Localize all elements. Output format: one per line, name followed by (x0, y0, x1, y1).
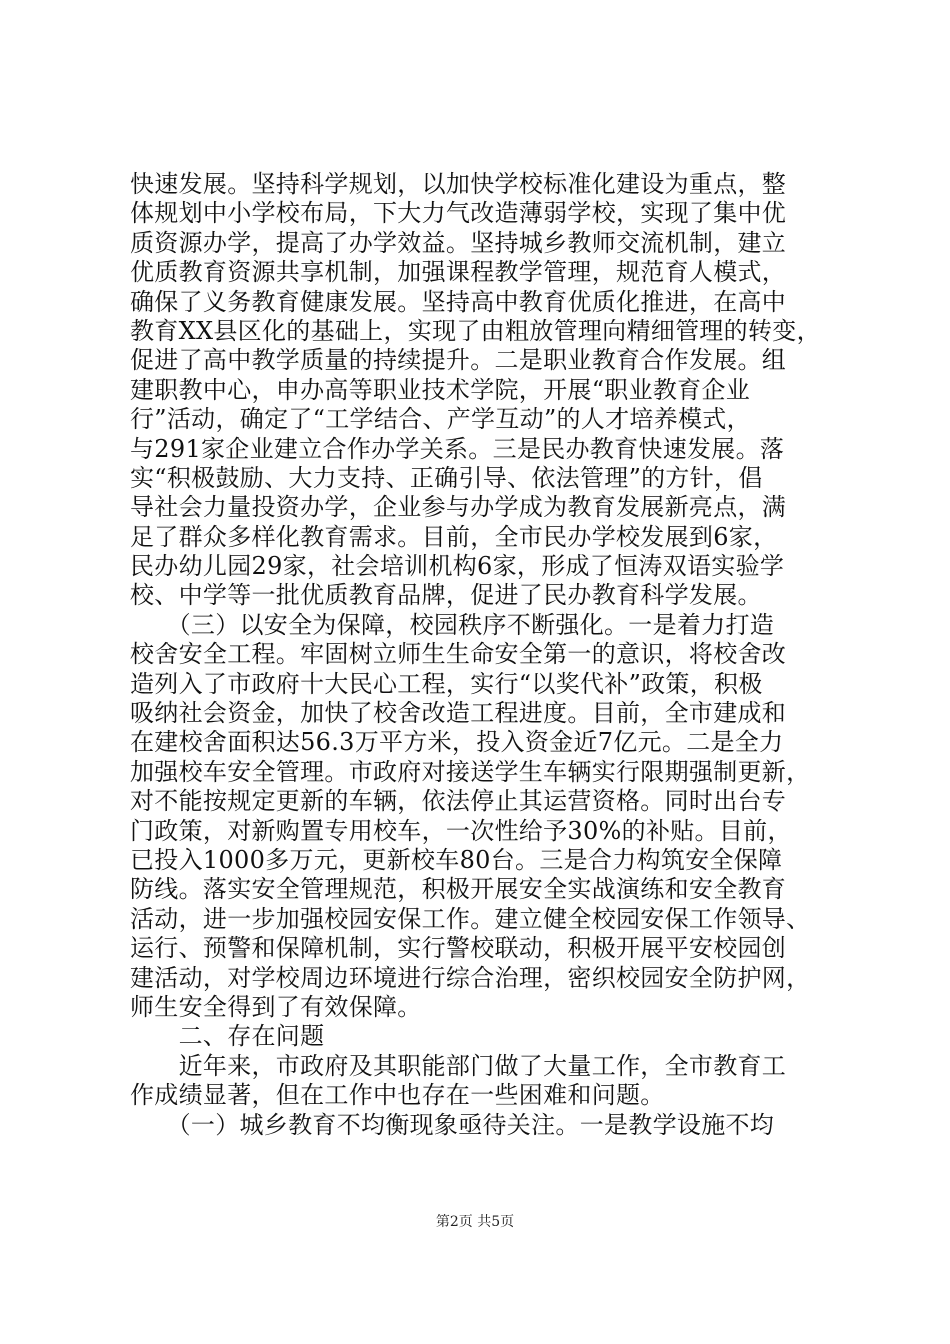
text-line: 造列入了市政府十大民心工程，实行“以奖代补”政策，积极 (130, 669, 763, 698)
text-line: （一）城乡教育不均衡现象亟待关注。一是教学设施不均 (130, 1110, 775, 1139)
text-line: 建职教中心，申办高等职业技术学院，开展“职业教育企业 (130, 375, 751, 404)
text-line: 教育XX县区化的基础上，实现了由粗放管理向精细管理的转变， (130, 316, 821, 345)
text-line: 校、中学等一批优质教育品牌，促进了民办教育科学发展。 (130, 581, 762, 610)
text-line: 质资源办学，提高了办学效益。坚持城乡教师交流机制，建立 (130, 228, 787, 257)
text-line: 民办幼儿园29家，社会培训机构6家，形成了恒涛双语实验学 (130, 552, 785, 581)
text-line: 吸纳社会资金，加快了校舍改造工程进度。目前，全市建成和 (130, 699, 787, 728)
text-line: 二、存在问题 (130, 1022, 325, 1051)
text-line: 加强校车安全管理。市政府对接送学生车辆实行限期强制更新， (130, 757, 811, 786)
text-line: 活动，进一步加强校园安保工作。建立健全校园安保工作领导、 (130, 904, 811, 933)
text-line: 快速发展。坚持科学规划，以加快学校标准化建设为重点，整 (130, 170, 787, 198)
text-line: 师生安全得到了有效保障。 (130, 992, 422, 1021)
text-line: 确保了义务教育健康发展。坚持高中教育优质化推进，在高中 (130, 287, 787, 316)
text-line: 优质教育资源共享机制，加强课程教学管理，规范育人模式， (130, 258, 787, 287)
text-line: 行”活动，确定了“工学结合、产学互动”的人才培养模式， (130, 405, 751, 434)
text-line: 运行、预警和保障机制，实行警校联动，积极开展平安校园创 (130, 934, 787, 963)
page-footer: 第2页 共5页 (435, 1214, 515, 1230)
text-line: 导社会力量投资办学，企业参与办学成为教育发展新亮点，满 (130, 493, 787, 522)
text-line: 校舍安全工程。牢固树立师生生命安全第一的意识，将校舍改 (130, 640, 787, 669)
text-line: 防线。落实安全管理规范，积极开展安全实战演练和安全教育 (130, 875, 787, 904)
text-line: 近年来，市政府及其职能部门做了大量工作，全市教育工 (130, 1051, 787, 1080)
text-line: 在建校舍面积达56.3万平方米，投入资金近7亿元。二是全力 (130, 728, 784, 757)
text-line: 实“积极鼓励、大力支持、正确引导、依法管理”的方针，倡 (130, 463, 763, 492)
text-line: 已投入1000多万元，更新校车80台。三是合力构筑安全保障 (130, 845, 783, 874)
text-line: 体规划中小学校布局，下大力气改造薄弱学校，实现了集中优 (130, 199, 787, 228)
text-line: 与291家企业建立合作办学关系。三是民办教育快速发展。落 (130, 434, 785, 463)
text-line: 建活动，对学校周边环境进行综合治理，密织校园安全防护网， (130, 963, 811, 992)
text-line: 作成绩显著，但在工作中也存在一些困难和问题。 (130, 1081, 665, 1110)
text-line: 对不能按规定更新的车辆，依法停止其运营资格。同时出台专 (130, 787, 787, 816)
text-line: 促进了高中教学质量的持续提升。二是职业教育合作发展。组 (130, 346, 787, 375)
text-line: 足了群众多样化教育需求。目前，全市民办学校发展到6家， (130, 522, 778, 551)
body-text (130, 170, 830, 1140)
text-line: 门政策，对新购置专用校车，一次性给予30%的补贴。目前， (130, 816, 792, 845)
text-line: （三）以安全为保障，校园秩序不断强化。一是着力打造 (130, 610, 775, 639)
